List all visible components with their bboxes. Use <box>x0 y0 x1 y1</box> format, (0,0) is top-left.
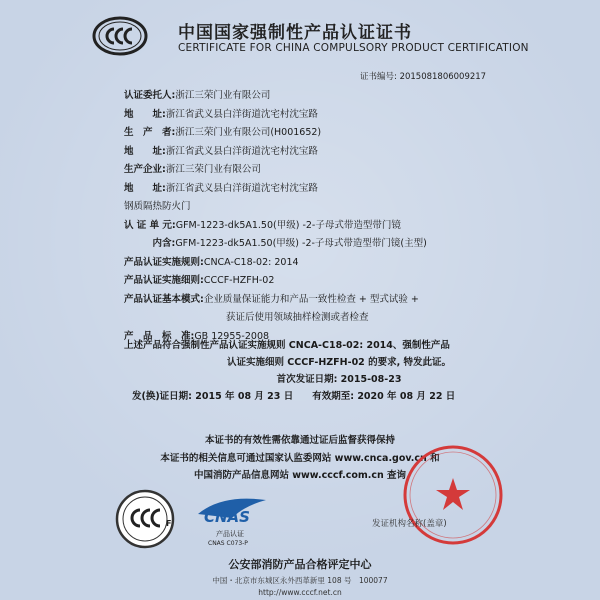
field-value: GFM-1223-dk5A1.50(甲级) -2-子母式带造型带门镜 <box>175 219 401 231</box>
statement-line: 上述产品符合强制性产品认证实施规则 CNCA-C18-02: 2014、强制性产品 <box>124 340 450 351</box>
field-basic-mode <box>124 291 564 310</box>
field-value: GB 12955-2008 <box>194 330 270 342</box>
svg-text:CNAS: CNAS <box>204 508 250 526</box>
field-value: 浙江三荣门业有限公司 <box>165 164 261 175</box>
field-value: CNCA-C18-02: 2014 <box>203 256 299 268</box>
certificate-fields <box>124 87 564 346</box>
issuer-name: 公安部消防产品合格评定中心 <box>228 558 372 571</box>
first-issue-date: 首次发证日期: 2015-08-23 <box>276 374 402 385</box>
note-line: 中国消防产品信息网站 www.cccf.com.cn 查询 <box>193 470 407 481</box>
note-line: 本证书的相关信息可通过国家认监委网站 www.cnca.gov.cn 和 <box>160 452 440 464</box>
certificate-title-en: CERTIFICATE FOR CHINA COMPULSORY PRODUCT CERTIFICATION <box>178 42 529 54</box>
certificate-title-cn: 中国国家强制性产品认证证书 <box>178 23 412 43</box>
field-label: 产品认证实施细则: <box>124 275 204 286</box>
field-label: 产 品 标 准: <box>124 330 195 342</box>
field-value: CCCF-HZFH-02 <box>203 275 275 286</box>
field-label: 地 址: <box>124 108 166 120</box>
field-applicant <box>124 87 564 106</box>
issuer-website: http://www.cccf.net.cn <box>258 588 342 597</box>
field-label: 地 址: <box>124 145 166 157</box>
field-factory <box>124 161 564 180</box>
field-implementation-rule <box>124 254 564 273</box>
issuer-address: 中国・北京市东城区永外西革新里 108 号 100077 <box>212 576 388 585</box>
field-label: 地 址: <box>124 182 166 194</box>
field-product-name <box>124 198 564 217</box>
note-line: 本证书的有效性需依靠通过证后监督获得保持 <box>204 435 395 446</box>
field-label: 认 证 单 元: <box>124 219 176 231</box>
field-label: 产品认证实施规则: <box>124 256 204 268</box>
field-basic-mode-cont <box>124 309 564 328</box>
field-value: 浙江省武义县白洋街道沈宅村沈宝路 <box>165 182 318 194</box>
field-label: 内含: <box>124 238 176 249</box>
field-implementation-detail <box>124 272 564 291</box>
field-value: GFM-1223-dk5A1.50(甲级) -2-子母式带造型带门镜(主型) <box>175 238 427 249</box>
field-applicant-address <box>124 106 564 125</box>
cnas-badge-icon <box>192 488 272 550</box>
field-certification-unit <box>124 217 564 236</box>
certification-statement <box>124 337 554 405</box>
cnas-caption-2: CNAS C073-P <box>208 540 248 547</box>
field-value: 企业质量保证能力和产品一致性检查 + 型式试验 + <box>203 293 419 305</box>
field-label: 认证委托人: <box>124 90 176 101</box>
issue-validity-dates: 发(换)证日期: 2015 年 08 月 23 日 有效期至: 2020 年 08 月 22 日 <box>132 391 456 402</box>
issuer-signature-label: 发证机构名称(盖章) <box>372 519 447 529</box>
field-value: 浙江三荣门业有限公司(H001652) <box>175 127 322 138</box>
field-value: 获证后使用领域抽样检测或者检查 <box>226 312 369 323</box>
svg-text:F: F <box>166 519 172 528</box>
field-label: 产品认证基本模式: <box>124 293 204 305</box>
field-value: 浙江三荣门业有限公司 <box>175 90 271 101</box>
field-contains <box>124 235 564 254</box>
official-seal-icon <box>398 440 508 550</box>
field-factory-address <box>124 180 564 199</box>
field-label: 生 产 者: <box>124 127 176 138</box>
cnas-caption-1: 产品认证 <box>216 530 244 538</box>
field-value: 钢质隔热防火门 <box>124 201 191 212</box>
field-manufacturer <box>124 124 564 143</box>
ccc-logo-icon <box>92 16 148 56</box>
statement-line: 认证实施细则 CCCF-HZFH-02 的要求, 特发此证。 <box>226 357 452 368</box>
certificate-number: 证书编号: 2015081806009217 <box>360 72 487 82</box>
field-label: 生产企业: <box>124 164 166 175</box>
field-value: 浙江省武义县白洋街道沈宅村沈宝路 <box>165 145 318 157</box>
field-value: 浙江省武义县白洋街道沈宅村沈宝路 <box>165 108 318 120</box>
field-manufacturer-address <box>124 143 564 162</box>
ccc-f-badge-icon <box>110 488 180 550</box>
